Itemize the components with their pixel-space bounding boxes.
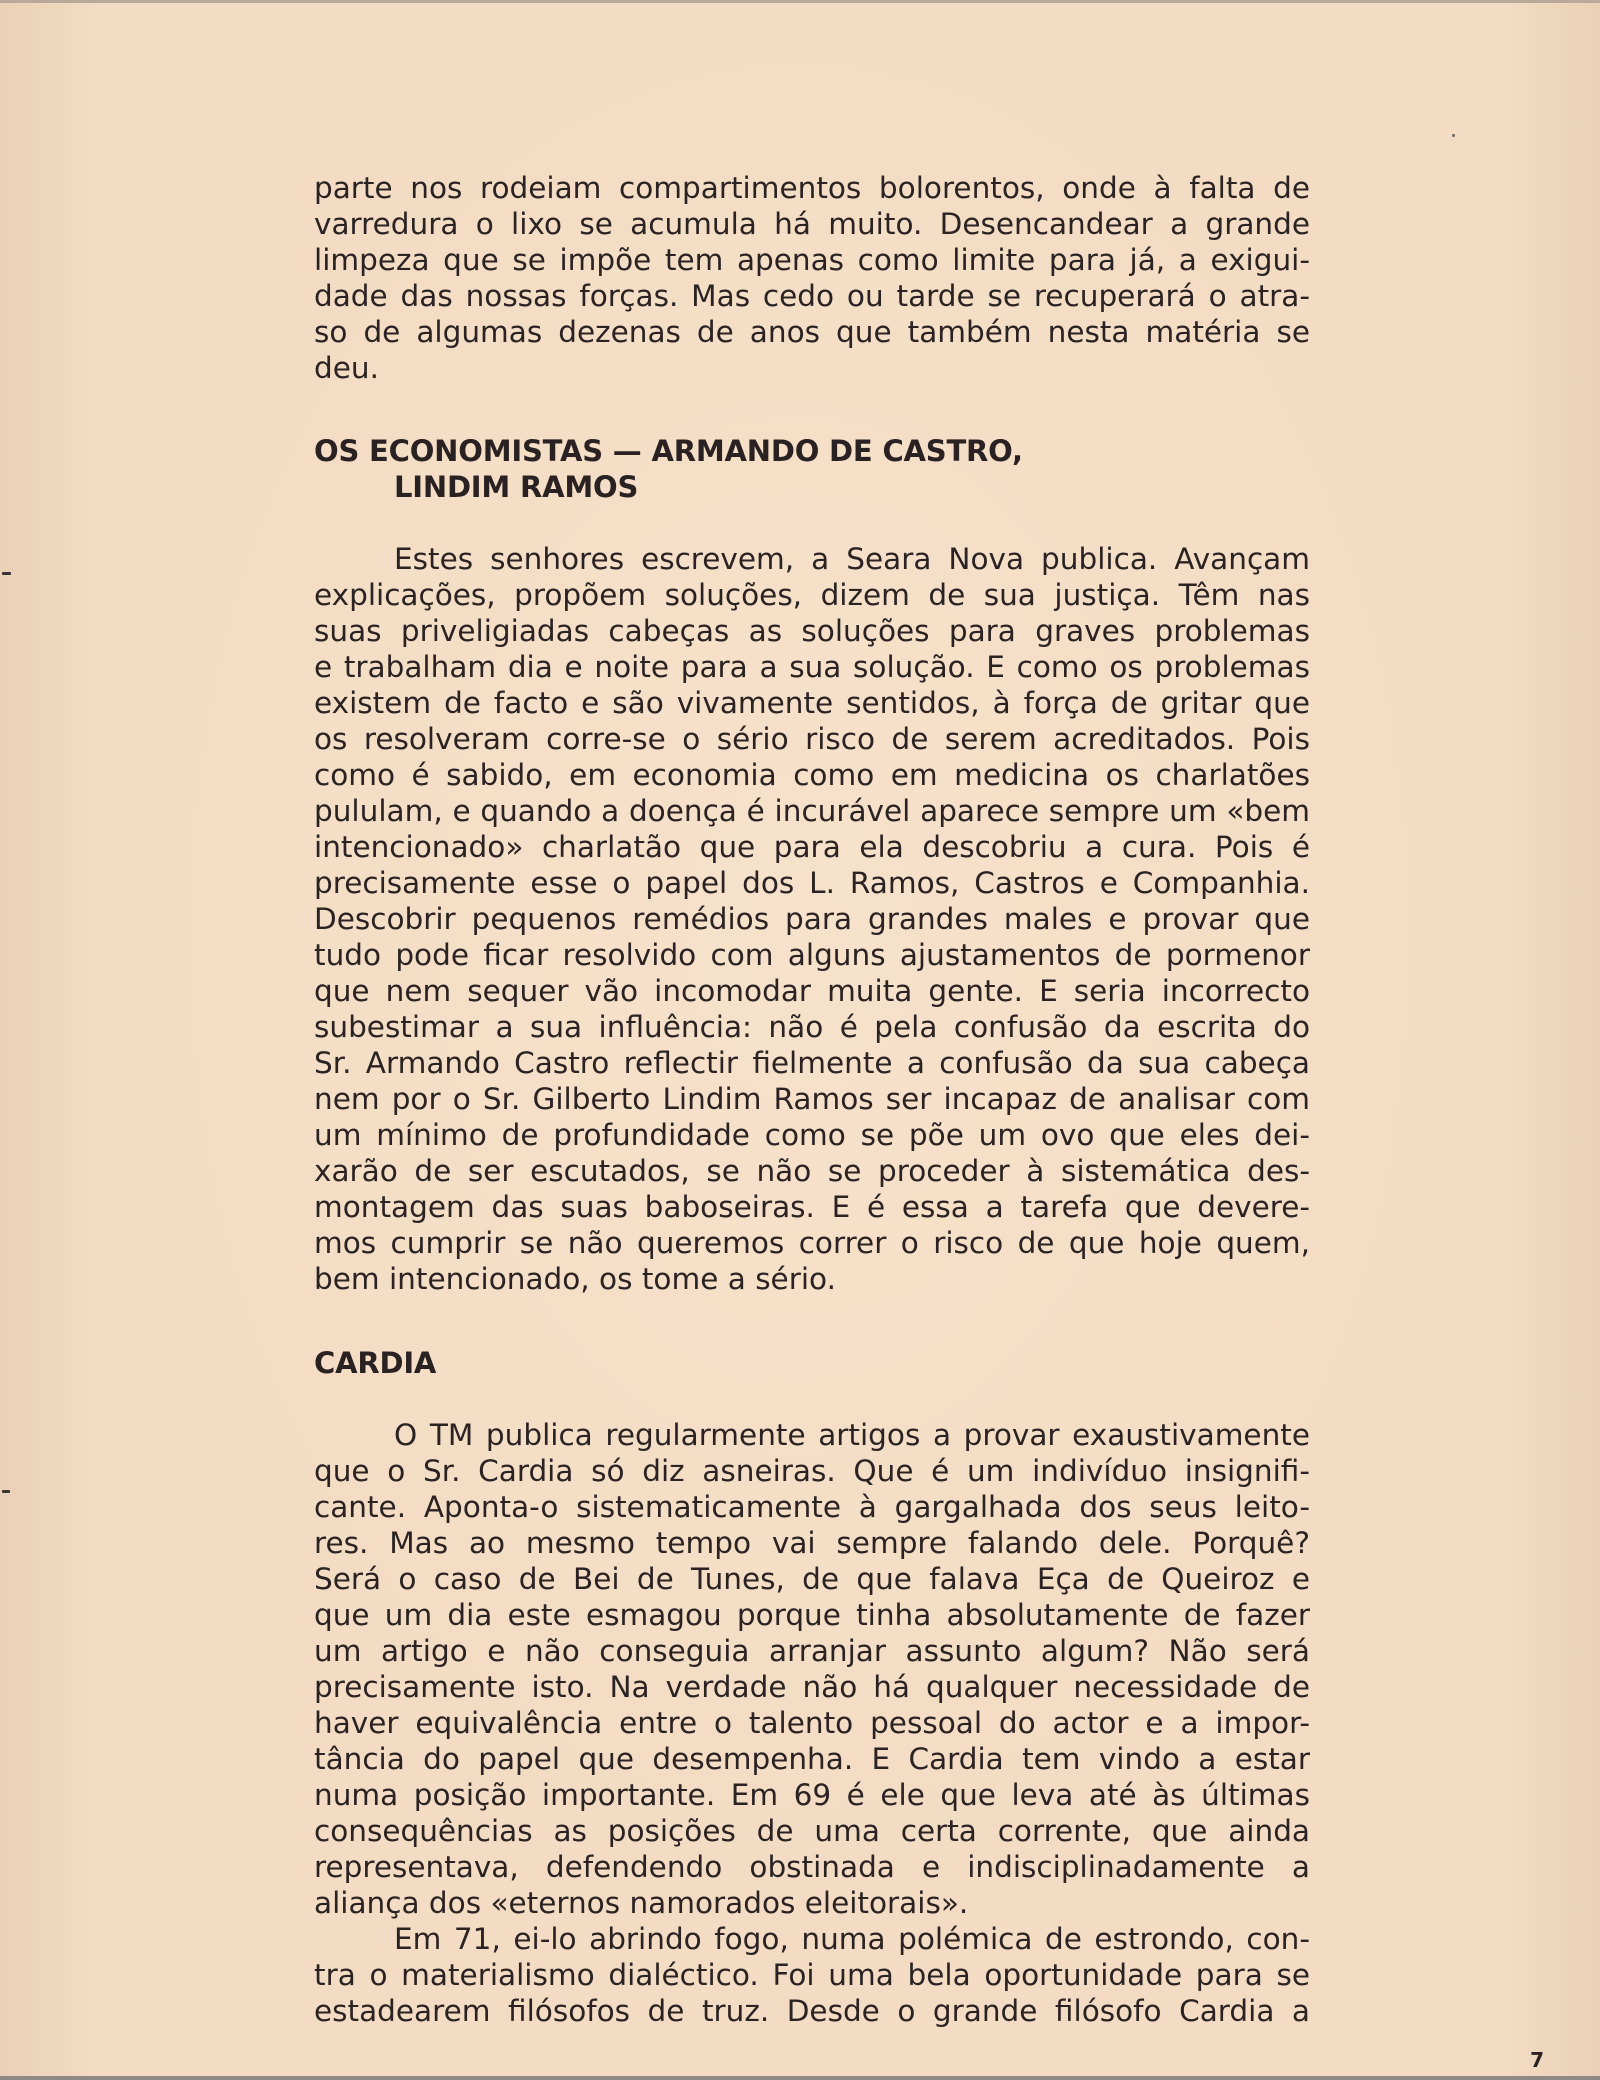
text-line: Descobrir pequenos remédios para grandes males e provar que	[314, 902, 1310, 936]
section-heading-cardia	[314, 1345, 436, 1381]
text-line: um artigo e não conseguia arranjar assunto algum? Não será	[314, 1634, 1310, 1668]
text-line: aliança dos «eternos namorados eleitorais».	[314, 1886, 969, 1920]
text-line: existem de facto e são vivamente sentidos, à força de gritar que	[314, 686, 1310, 720]
section-heading-economistas	[314, 433, 1023, 505]
text-line: mos cumprir se não queremos correr o risco de que hoje quem,	[314, 1226, 1310, 1260]
paragraph-cardia	[314, 1417, 1310, 1921]
text-line: haver equivalência entre o talento pessoal do actor e a impor-	[314, 1706, 1310, 1740]
text-line: que o Sr. Cardia só diz asneiras. Que é um indivíduo insignifi-	[314, 1454, 1310, 1488]
scan-speck	[2, 572, 11, 575]
text-line: nem por o Sr. Gilberto Lindim Ramos ser incapaz de analisar com	[314, 1082, 1310, 1116]
text-line: explicações, propõem soluções, dizem de sua justiça. Têm nas	[314, 578, 1310, 612]
paragraph-economistas	[314, 541, 1310, 1297]
text-line: precisamente isto. Na verdade não há qualquer necessidade de	[314, 1670, 1310, 1704]
scan-speck	[1452, 134, 1455, 137]
text-line: como é sabido, em economia como em medicina os charlatões	[314, 758, 1310, 792]
text-line: O TM publica regularmente artigos a provar exaustivamente	[394, 1418, 1310, 1452]
text-line: numa posição importante. Em 69 é ele que leva até às últimas	[314, 1778, 1310, 1812]
text-line: os resolveram corre-se o sério risco de serem acreditados. Pois	[314, 722, 1310, 756]
page-top-edge	[0, 0, 1600, 3]
text-line: so de algumas dezenas de anos que também nesta matéria se	[314, 315, 1310, 349]
scan-speck	[2, 1490, 10, 1493]
page-bottom-edge	[0, 2076, 1600, 2080]
text-line: Estes senhores escrevem, a Seara Nova publica. Avançam	[394, 542, 1310, 576]
text-line: precisamente esse o papel dos L. Ramos, Castros e Companhia.	[314, 866, 1310, 900]
text-line: suas priveligiadas cabeças as soluções para graves problemas	[314, 614, 1310, 648]
text-line: intencionado» charlatão que para ela descobriu a cura. Pois é	[314, 830, 1310, 864]
text-line: representava, defendendo obstinada e indisciplinadamente a	[314, 1850, 1310, 1884]
heading-line: OS ECONOMISTAS — ARMANDO DE CASTRO,	[314, 434, 1023, 468]
text-line: tância do papel que desempenha. E Cardia tem vindo a estar	[314, 1742, 1310, 1776]
paragraph-intro	[314, 170, 1310, 386]
text-line: bem intencionado, os tome a sério.	[314, 1262, 836, 1296]
text-line: limpeza que se impõe tem apenas como limite para já, a exigui-	[314, 243, 1310, 277]
text-line: montagem das suas baboseiras. E é essa a tarefa que devere-	[314, 1190, 1310, 1224]
text-line: dade das nossas forças. Mas cedo ou tarde se recuperará o atra-	[314, 279, 1310, 313]
text-line: res. Mas ao mesmo tempo vai sempre falando dele. Porquê?	[314, 1526, 1310, 1560]
text-line: xarão de ser escutados, se não se proceder à sistemática des-	[314, 1154, 1310, 1188]
heading-line: CARDIA	[314, 1346, 437, 1380]
text-line: que um dia este esmagou porque tinha absolutamente de fazer	[314, 1598, 1310, 1632]
text-line: parte nos rodeiam compartimentos bolorentos, onde à falta de	[314, 171, 1310, 205]
text-line: tudo pode ficar resolvido com alguns ajustamentos de pormenor	[314, 938, 1310, 972]
text-line: Será o caso de Bei de Tunes, de que falava Eça de Queiroz e	[314, 1562, 1310, 1596]
text-line: estadearem filósofos de truz. Desde o grande filósofo Cardia a	[314, 1994, 1310, 2028]
paragraph-em-71	[314, 1921, 1310, 2029]
text-line: cante. Aponta-o sistematicamente à gargalhada dos seus leito-	[314, 1490, 1310, 1524]
text-line: Em 71, ei-lo abrindo fogo, numa polémica de estrondo, con-	[394, 1922, 1310, 1956]
text-line: varredura o lixo se acumula há muito. Desencandear a grande	[314, 207, 1310, 241]
page-number: 7	[1530, 2048, 1544, 2072]
text-line: tra o materialismo dialéctico. Foi uma bela oportunidade para se	[314, 1958, 1310, 1992]
text-line: um mínimo de profundidade como se põe um ovo que eles dei-	[314, 1118, 1310, 1152]
text-line: consequências as posições de uma certa corrente, que ainda	[314, 1814, 1310, 1848]
text-line: e trabalham dia e noite para a sua solução. E como os problemas	[314, 650, 1310, 684]
text-line: Sr. Armando Castro reflectir fielmente a confusão da sua cabeça	[314, 1046, 1310, 1080]
heading-line: LINDIM RAMOS	[394, 470, 639, 504]
text-line: pululam, e quando a doença é incurável aparece sempre um «bem	[314, 794, 1310, 828]
text-line: subestimar a sua influência: não é pela confusão da escrita do	[314, 1010, 1310, 1044]
text-line: que nem sequer vão incomodar muita gente. E seria incorrecto	[314, 974, 1310, 1008]
text-line: deu.	[314, 351, 379, 385]
